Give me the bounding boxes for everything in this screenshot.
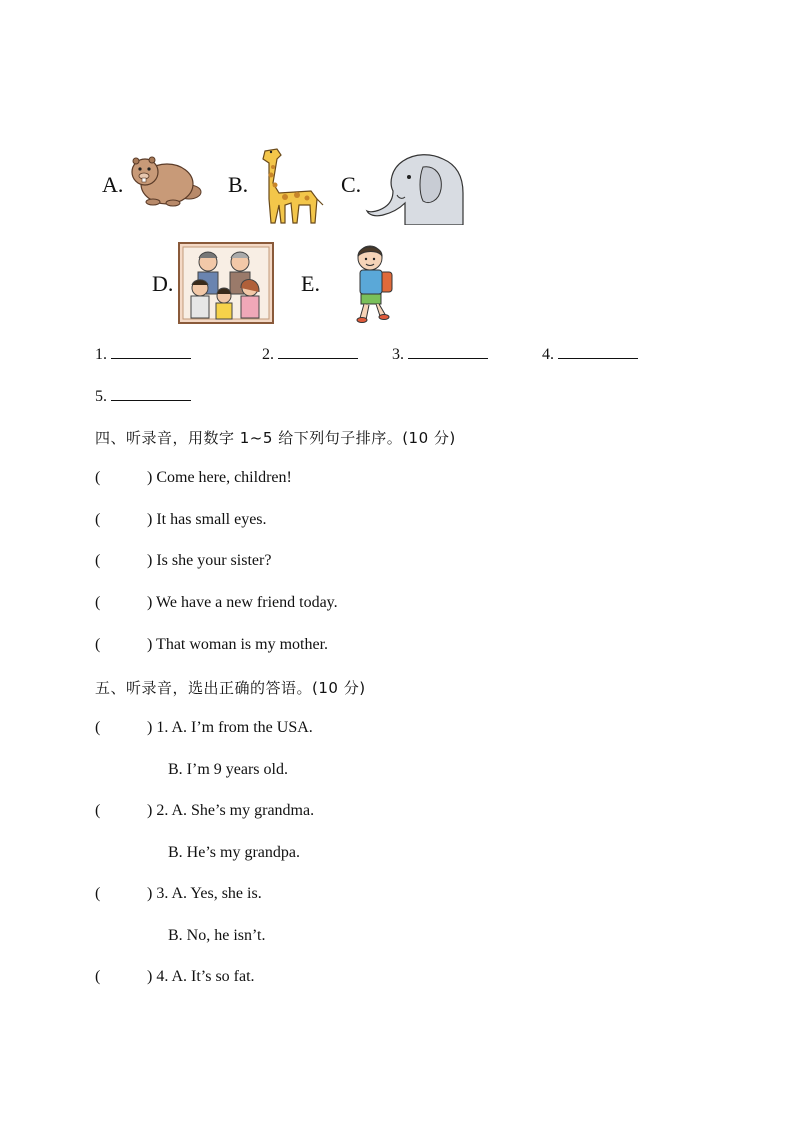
sentence-text: Come here, children! [156, 469, 292, 486]
answer-paren[interactable]: ( [95, 552, 101, 569]
sentence-item: ( ) We have a new friend today. [95, 594, 338, 611]
blank-line[interactable] [111, 344, 191, 359]
sentence-text: Is she your sister? [156, 552, 272, 569]
blank-number: 1. [95, 346, 107, 363]
sentence-item: ( ) Is she your sister? [95, 552, 272, 569]
question-3: ( ) 3. A. Yes, she is. [95, 885, 262, 902]
question-1-option-b: B. I’m 9 years old. [168, 761, 288, 778]
section-five-heading: 五、听录音，选出正确的答语。(10 分) [95, 679, 366, 697]
question-3-option-b: B. No, he isn’t. [168, 927, 266, 944]
beaver-icon [127, 152, 203, 210]
answer-blank-5[interactable] [95, 386, 191, 406]
answer-paren[interactable]: ( [95, 511, 101, 528]
question-2: ( ) 2. A. She’s my grandma. [95, 802, 315, 819]
blank-line[interactable] [558, 344, 638, 359]
blank-line[interactable] [278, 344, 358, 359]
answer-paren[interactable]: ( [95, 594, 101, 611]
giraffe-icon [255, 143, 325, 225]
option-letter-b: B. [228, 172, 249, 197]
answer-paren[interactable]: ( [95, 719, 101, 736]
option-letter-e: E. [301, 271, 320, 296]
option-a: A. I’m from the USA. [171, 719, 313, 736]
sentence-item: ( ) Come here, children! [95, 469, 292, 486]
elephant-icon [365, 153, 465, 225]
sentence-item: ( ) That woman is my mother. [95, 636, 329, 653]
question-2-option-b: B. He’s my grandpa. [168, 844, 300, 861]
blank-number: 4. [542, 346, 554, 363]
blank-number: 3. [392, 346, 404, 363]
option-a: A. Yes, she is. [171, 885, 262, 902]
answer-paren[interactable]: ( [95, 885, 101, 902]
question-4: ( ) 4. A. It’s so fat. [95, 968, 255, 985]
answer-blank-2[interactable] [262, 344, 358, 364]
answer-paren[interactable]: ( [95, 968, 101, 985]
answer-blank-1[interactable] [95, 344, 191, 364]
blank-line[interactable] [408, 344, 488, 359]
answer-paren[interactable]: ( [95, 469, 101, 486]
option-letter-d: D. [152, 271, 174, 296]
blank-number: 5. [95, 388, 107, 405]
blank-line[interactable] [111, 386, 191, 401]
answer-blank-4[interactable] [542, 344, 638, 364]
sentence-text: We have a new friend today. [156, 594, 338, 611]
question-1: ( ) 1. A. I’m from the USA. [95, 719, 313, 736]
blank-number: 2. [262, 346, 274, 363]
option-a: A. She’s my grandma. [171, 802, 315, 819]
option-letter-c: C. [341, 172, 362, 197]
family-photo-icon [178, 242, 274, 324]
answer-blank-3[interactable] [392, 344, 488, 364]
answer-paren[interactable]: ( [95, 636, 101, 653]
boy-with-backpack-icon [350, 242, 394, 324]
sentence-text: It has small eyes. [156, 511, 267, 528]
option-a: A. It’s so fat. [171, 968, 255, 985]
section-four-heading: 四、听录音，用数字 1~5 给下列句子排序。(10 分) [95, 429, 456, 447]
option-letter-a: A. [102, 172, 124, 197]
sentence-item: ( ) It has small eyes. [95, 511, 267, 528]
sentence-text: That woman is my mother. [156, 636, 329, 653]
answer-paren[interactable]: ( [95, 802, 101, 819]
